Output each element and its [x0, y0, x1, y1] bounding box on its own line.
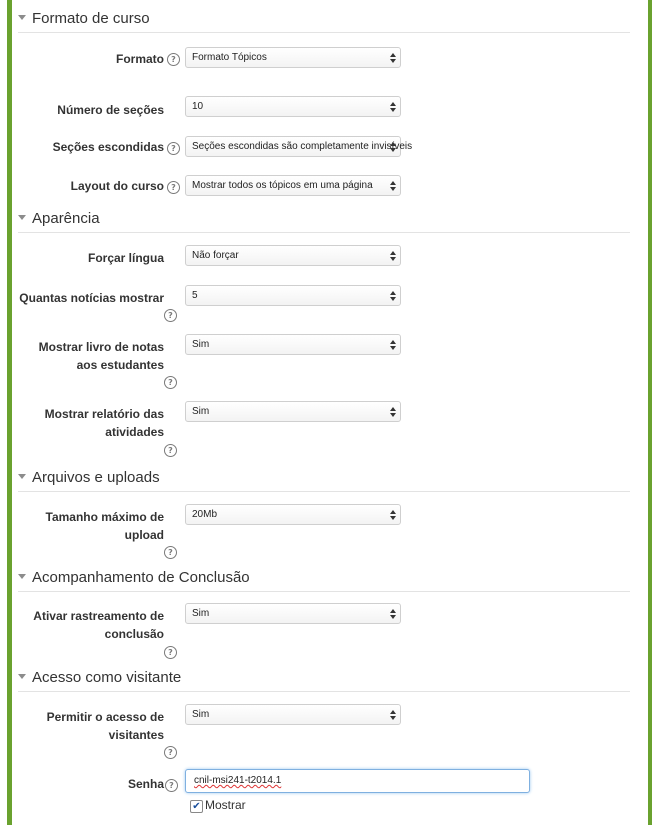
livro-notas-select[interactable]: Sim — [185, 334, 401, 355]
select-arrows-icon — [390, 251, 396, 261]
rastreamento-select[interactable]: Sim — [185, 603, 401, 624]
senha-input[interactable]: cnil-msi241-t2014.1 — [185, 769, 530, 793]
help-icon[interactable]: ? — [164, 376, 177, 389]
collapse-chevron-icon[interactable] — [18, 474, 26, 479]
collapse-chevron-icon[interactable] — [18, 15, 26, 20]
select-arrows-icon — [390, 407, 396, 417]
section-title: Aparência — [32, 210, 100, 227]
select-arrows-icon — [390, 102, 396, 112]
mostrar-label[interactable]: Mostrar — [205, 798, 246, 812]
section-conclusao-header[interactable] — [18, 569, 630, 592]
help-icon[interactable]: ? — [167, 181, 180, 194]
select-arrows-icon — [390, 53, 396, 63]
acesso-visitantes-select[interactable]: Sim — [185, 704, 401, 725]
formato-select[interactable]: Formato Tópicos — [185, 47, 401, 68]
mostrar-checkbox[interactable]: ✔ — [190, 800, 203, 813]
select-arrows-icon — [390, 291, 396, 301]
collapse-chevron-icon[interactable] — [18, 574, 26, 579]
select-arrows-icon — [390, 510, 396, 520]
forcar-lingua-select[interactable]: Não forçar — [185, 245, 401, 266]
senha-label: Senha — [127, 777, 164, 791]
select-arrows-icon — [390, 609, 396, 619]
section-title: Formato de curso — [32, 10, 150, 27]
help-icon[interactable]: ? — [165, 779, 178, 792]
noticias-select[interactable]: 5 — [185, 285, 401, 306]
select-arrows-icon — [390, 181, 396, 191]
numero-secoes-select[interactable]: 10 — [185, 96, 401, 117]
secoes-escondidas-label: Seções escondidas — [52, 140, 164, 154]
layout-curso-label: Layout do curso — [70, 179, 164, 193]
relatorio-label: Mostrar relatório das atividades — [44, 407, 164, 439]
right-accent-bar — [648, 0, 652, 825]
collapse-chevron-icon[interactable] — [18, 674, 26, 679]
layout-curso-select[interactable]: Mostrar todos os tópicos em uma página — [185, 175, 401, 196]
help-icon[interactable]: ? — [167, 142, 180, 155]
section-title: Acompanhamento de Conclusão — [32, 569, 250, 586]
section-title: Arquivos e uploads — [32, 469, 160, 486]
left-accent-bar — [7, 0, 12, 825]
noticias-label: Quantas notícias mostrar — [19, 291, 164, 305]
secoes-escondidas-select[interactable]: Seções escondidas são completamente invisíveis — [185, 136, 401, 157]
help-icon[interactable]: ? — [164, 646, 177, 659]
formato-label: Formato — [116, 52, 164, 66]
select-arrows-icon — [390, 142, 396, 152]
forcar-lingua-label: Forçar língua — [87, 251, 164, 265]
livro-notas-label: Mostrar livro de notas aos estudantes — [38, 340, 164, 372]
section-visitante-header[interactable] — [18, 669, 630, 692]
help-icon[interactable]: ? — [164, 546, 177, 559]
collapse-chevron-icon[interactable] — [18, 215, 26, 220]
tamanho-upload-select[interactable]: 20Mb — [185, 504, 401, 525]
help-icon[interactable]: ? — [164, 746, 177, 759]
section-title: Acesso como visitante — [32, 669, 182, 686]
section-arquivos-header[interactable] — [18, 469, 630, 492]
tamanho-upload-label: Tamanho máximo de upload — [45, 510, 164, 542]
numero-secoes-label: Número de seções — [57, 103, 164, 117]
help-icon[interactable]: ? — [164, 309, 177, 322]
section-formato-header[interactable] — [18, 10, 630, 33]
rastreamento-label: Ativar rastreamento de conclusão — [33, 609, 164, 641]
select-arrows-icon — [390, 710, 396, 720]
acesso-visitantes-label: Permitir o acesso de visitantes — [46, 710, 164, 742]
help-icon[interactable]: ? — [167, 53, 180, 66]
section-aparencia-header[interactable] — [18, 210, 630, 233]
select-arrows-icon — [390, 340, 396, 350]
help-icon[interactable]: ? — [164, 444, 177, 457]
relatorio-select[interactable]: Sim — [185, 401, 401, 422]
